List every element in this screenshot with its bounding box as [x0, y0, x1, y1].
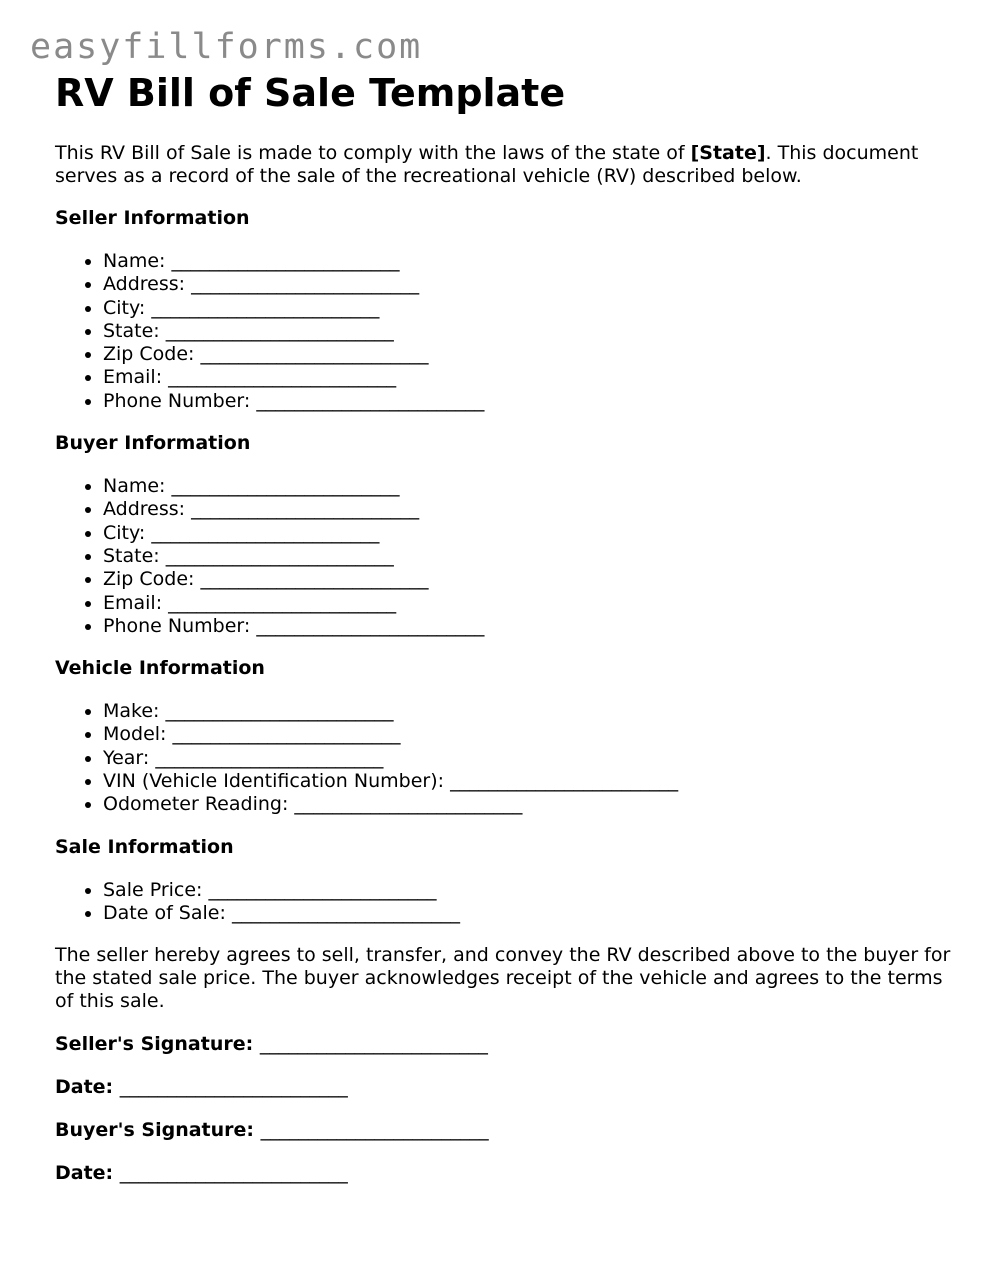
fill-in-blank[interactable]: ________________________ [165, 700, 394, 723]
buyer-email-field: • Email: ________________________ [103, 592, 955, 615]
seller-signature-line: Seller's Signature: ________________________ [55, 1033, 488, 1056]
buyer-state-field: • State: ________________________ [103, 545, 955, 568]
page-title: RV Bill of Sale Template [55, 71, 566, 115]
fill-in-blank[interactable]: ________________________ [155, 746, 384, 769]
fill-in-blank[interactable]: ________________________ [119, 1076, 348, 1099]
buyer-city-field: • City: ________________________ [103, 522, 955, 545]
buyer-date-line: Date: ________________________ [55, 1162, 348, 1185]
vehicle-vin-field: • VIN (Vehicle Identification Number): ________________________ [103, 770, 955, 793]
fill-in-blank[interactable]: ________________________ [191, 498, 420, 521]
fill-in-blank[interactable]: ________________________ [260, 1119, 489, 1142]
vehicle-odometer-field: • Odometer Reading: ________________________ [103, 793, 955, 816]
buyer-section-heading: Buyer Information [55, 432, 251, 455]
fill-in-blank[interactable]: ________________________ [151, 521, 380, 544]
sale-date-field: • Date of Sale: ________________________ [103, 902, 955, 925]
document [55, 70, 955, 1205]
sale-price-field: • Sale Price: ________________________ [103, 879, 955, 902]
fill-in-blank[interactable]: ________________________ [172, 723, 401, 746]
fill-in-blank[interactable]: ________________________ [171, 475, 400, 498]
seller-date-line: Date: ________________________ [55, 1076, 348, 1099]
vehicle-make-field: • Make: ________________________ [103, 700, 955, 723]
fill-in-blank[interactable]: ________________________ [200, 568, 429, 591]
fill-in-blank[interactable]: ________________________ [119, 1162, 348, 1185]
seller-section-heading: Seller Information [55, 207, 250, 229]
seller-state-field: • State: ________________________ [103, 320, 955, 343]
buyer-zip-field: • Zip Code: ________________________ [103, 568, 955, 591]
fill-in-blank[interactable]: ________________________ [294, 793, 523, 816]
seller-email-field: • Email: ________________________ [103, 366, 955, 389]
seller-address-field: • Address: ________________________ [103, 273, 955, 296]
vehicle-fields-list [55, 700, 955, 816]
seller-fields-list [55, 250, 955, 413]
seller-zip-field: • Zip Code: ________________________ [103, 343, 955, 366]
fill-in-blank[interactable]: ________________________ [231, 901, 460, 924]
vehicle-section-heading: Vehicle Information [55, 657, 265, 680]
sale-fields-list [55, 879, 955, 926]
vehicle-model-field: • Model: ________________________ [103, 723, 955, 746]
buyer-fields-list [55, 475, 955, 638]
fill-in-blank[interactable]: ________________________ [256, 614, 485, 637]
fill-in-blank[interactable]: ________________________ [165, 544, 394, 567]
fill-in-blank[interactable]: ________________________ [165, 319, 394, 342]
state-placeholder: [State] [690, 142, 766, 164]
buyer-phone-field: • Phone Number: ________________________ [103, 615, 955, 638]
buyer-name-field: • Name: ________________________ [103, 475, 955, 498]
fill-in-blank[interactable]: ________________________ [168, 366, 397, 389]
seller-city-field: • City: ________________________ [103, 297, 955, 320]
vehicle-year-field: • Year: ________________________ [103, 747, 955, 770]
intro-text-after: . This document serves as a record of the sale of the recreational vehicle (RV) described below. [55, 142, 919, 187]
fill-in-blank[interactable]: ________________________ [450, 770, 679, 793]
fill-in-blank[interactable]: ________________________ [151, 296, 380, 319]
fill-in-blank[interactable]: ________________________ [208, 878, 437, 901]
buyer-signature-line: Buyer's Signature: ________________________ [55, 1119, 489, 1142]
intro-paragraph [55, 142, 955, 188]
fill-in-blank[interactable]: ________________________ [200, 343, 429, 366]
sale-section-heading: Sale Information [55, 835, 234, 858]
closing-paragraph: The seller hereby agrees to sell, transfer, and convey the RV described above to the buyer for the stated sale price. The buyer acknowledges receipt of the vehicle and agrees to the terms of this sale. [55, 944, 951, 1013]
fill-in-blank[interactable]: ________________________ [191, 273, 420, 296]
fill-in-blank[interactable]: ________________________ [259, 1033, 488, 1056]
buyer-address-field: • Address: ________________________ [103, 498, 955, 521]
seller-name-field: • Name: ________________________ [103, 250, 955, 273]
fill-in-blank[interactable]: ________________________ [256, 389, 485, 412]
watermark: easyfillforms.com [30, 27, 423, 67]
intro-text-before: This RV Bill of Sale is made to comply with the laws of the state of [55, 142, 691, 164]
fill-in-blank[interactable]: ________________________ [168, 591, 397, 614]
seller-phone-field: • Phone Number: ________________________ [103, 390, 955, 413]
fill-in-blank[interactable]: ________________________ [171, 250, 400, 272]
